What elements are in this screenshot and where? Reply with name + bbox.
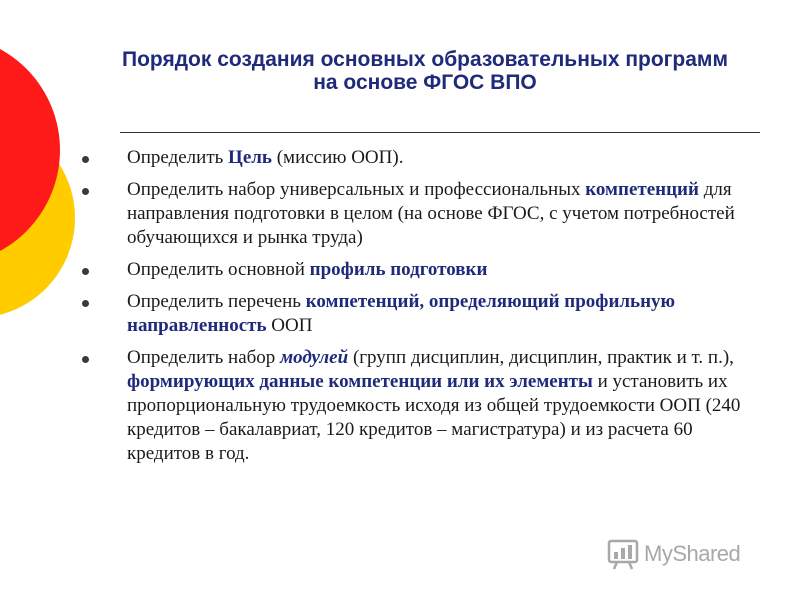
bullet-text: Определить xyxy=(127,147,229,168)
highlighted-text: компетенций xyxy=(585,179,699,200)
highlighted-text: компетенций, определяющий профильную направленность xyxy=(127,291,676,336)
bullet-text: Определить набор универсальных и профессиональных xyxy=(127,179,586,200)
slide-title: Порядок создания основных образовательных программ на основе ФГОС ВПО xyxy=(122,48,728,94)
bullet-list xyxy=(80,146,770,474)
bullet-text: ( xyxy=(348,347,360,368)
bullet-text: для направления подготовки в целом (на основе ФГОС, с учетом потребностей обучающихся и рынка труда) xyxy=(127,179,735,248)
bullet-text: (миссию ООП). xyxy=(271,147,404,168)
bullet-item xyxy=(80,146,770,170)
bullet-text: Определить перечень xyxy=(127,291,306,312)
myshared-logo-icon xyxy=(606,537,640,571)
highlighted-text: модулей xyxy=(280,347,349,368)
bullet-item xyxy=(80,258,770,282)
bullet-dot-icon xyxy=(82,300,89,307)
highlighted-text: формирующих данные компетенции или их элементы xyxy=(127,371,593,392)
watermark-text: MyShared xyxy=(644,541,741,566)
bullet-dot-icon xyxy=(82,268,89,275)
bullet-item xyxy=(80,178,770,250)
bullet-text: групп дисциплин, дисциплин, практик и т. п.) xyxy=(359,347,730,368)
bullet-dot-icon xyxy=(82,188,89,195)
bullet-text: ООП xyxy=(266,315,313,336)
bullet-text: и установить их пропорциональную трудоемкость исходя из общей трудоемкости ООП (240 кредитов – бакалавриат, 120 кредитов – магистратура) и из расчета 60 кредитов в год. xyxy=(127,371,741,464)
title-divider xyxy=(120,132,760,133)
bullet-dot-icon xyxy=(82,356,89,363)
bullet-item xyxy=(80,346,770,466)
bullet-text: , xyxy=(729,347,734,368)
bullet-item xyxy=(80,290,770,338)
bullet-text: Определить набор xyxy=(127,347,281,368)
bullet-text: Определить основной xyxy=(127,259,310,280)
highlighted-text: профиль подготовки xyxy=(309,259,488,280)
myshared-watermark[interactable] xyxy=(606,536,740,572)
highlighted-text: Цель xyxy=(228,147,272,168)
bullet-dot-icon xyxy=(82,156,89,163)
